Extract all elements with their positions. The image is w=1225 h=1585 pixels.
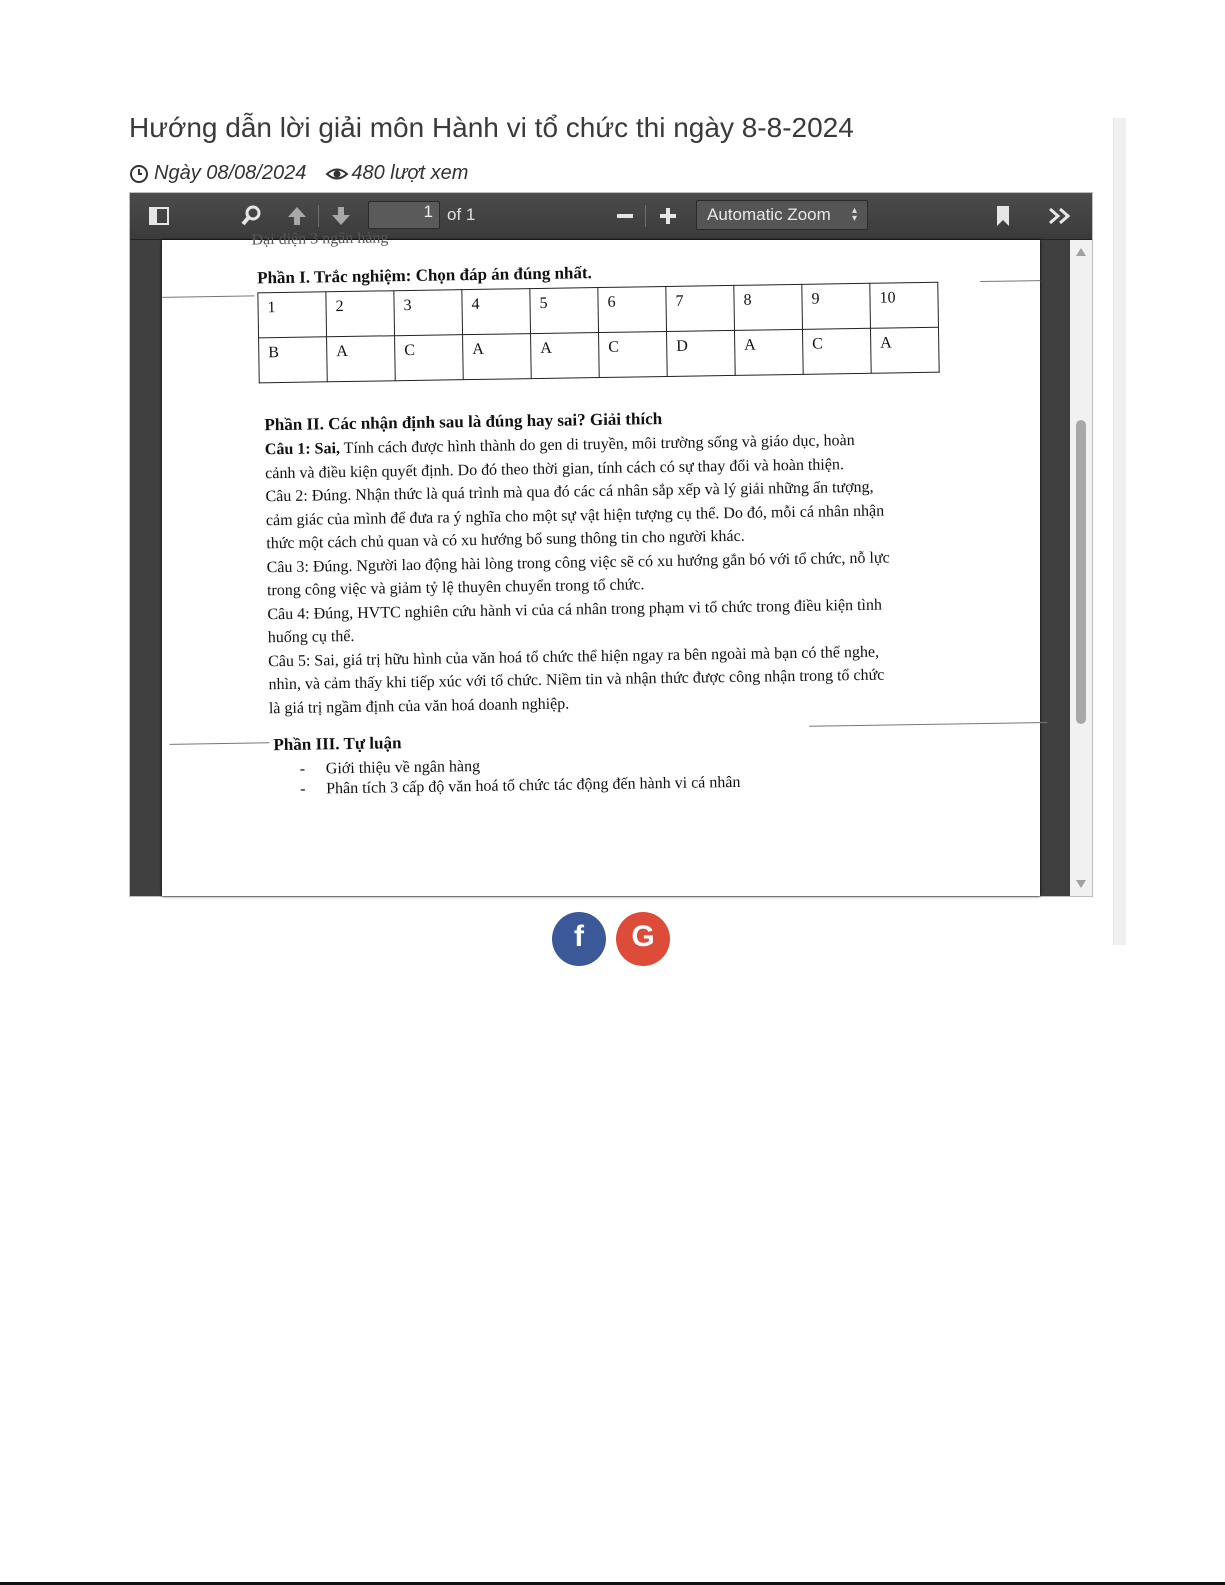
views-meta: [326, 162, 468, 185]
answer-cell: A: [327, 336, 396, 382]
plus-icon: [658, 206, 678, 226]
google-share-button[interactable]: [616, 912, 670, 966]
bookmark-icon: [995, 205, 1011, 227]
answer-cell: C: [802, 328, 871, 374]
google-icon: G: [631, 920, 655, 953]
zoom-select[interactable]: [696, 200, 868, 230]
text-line: là giá trị ngầm định của văn hoá doanh nghiệp.: [268, 695, 570, 717]
part3-heading: Phần III. Tự luận: [273, 733, 402, 755]
facebook-share-button[interactable]: [552, 912, 606, 966]
bullet-dash: -: [300, 780, 306, 798]
scroll-down-button[interactable]: [1075, 878, 1087, 890]
article-date: Ngày 08/08/2024: [154, 162, 307, 184]
double-chevron-right-icon: [1047, 206, 1073, 226]
document-scrollbar[interactable]: [1070, 240, 1092, 896]
question-cell: 1: [258, 292, 327, 338]
article-meta: [129, 162, 468, 185]
text-line: Câu 3: Đúng. Người lao động hài lòng trong công việc sẽ có xu hướng gắn bó với tổ chức, nỗ lực: [266, 548, 890, 576]
part2-body: [265, 427, 969, 720]
part1-heading: Phần I. Trắc nghiệm: Chọn đáp án đúng nhất.: [256, 263, 592, 288]
answer-cell: A: [463, 334, 532, 380]
page-total-label: of 1: [447, 205, 476, 224]
answer-row: [259, 327, 940, 383]
share-buttons: [552, 912, 672, 953]
answer-cell: B: [259, 337, 328, 383]
text-line: Câu 5: Sai, giá trị hữu hình của văn hoá tổ chức thể hiện ngay ra bên ngoài mà bạn có thể nghe,: [268, 643, 880, 670]
cut-off-text: Đại diện 3 ngân hàng: [251, 229, 389, 249]
answer-cell: C: [599, 331, 668, 377]
previous-page-button[interactable]: [282, 201, 312, 231]
sidebar-toggle-button[interactable]: [144, 201, 174, 231]
arrow-down-icon: [330, 205, 352, 227]
minus-icon: [615, 206, 635, 226]
tools-button[interactable]: [1045, 201, 1075, 231]
question-cell: 5: [530, 288, 599, 334]
answer-table: [257, 282, 939, 384]
answer-cell: D: [667, 330, 736, 376]
pdf-viewer: [129, 192, 1093, 897]
question-cell: 9: [802, 283, 871, 329]
part2-heading: Phần II. Các nhận định sau là đúng hay sai? Giải thích: [264, 409, 663, 435]
text-line: trong công việc và giảm tỷ lệ thuyên chuyển trong tổ chức.: [266, 576, 645, 600]
list-item-text: Phân tích 3 cấp độ văn hoá tổ chức tác động đến hành vi cá nhân: [326, 773, 741, 798]
document-area[interactable]: [130, 229, 1070, 896]
scan-artifact-line: [162, 295, 254, 297]
line-text: Tính cách được hình thành do gen di truyền, môi trường sống và giáo dục, hoàn: [339, 432, 855, 458]
scroll-thumb[interactable]: [1076, 420, 1086, 724]
answer-cell: A: [870, 327, 939, 373]
zoom-in-button[interactable]: [653, 201, 683, 231]
question-cell: 4: [462, 289, 531, 335]
scanned-content: [162, 228, 1050, 898]
part3-list: [300, 753, 741, 800]
scan-artifact-line: [169, 742, 269, 745]
text-line: cảm giác của mình để đưa ra ý nghĩa cho một sự vật hiện tượng cụ thể. Do đó, mỗi cá nhân nhận: [265, 502, 885, 529]
text-line: nhìn, và cảm thấy khi tiếp xúc với tổ chức. Niềm tin và nhận thức được công nhận trong tổ chức: [268, 666, 885, 694]
answer-cell: A: [735, 329, 804, 375]
toolbar-separator: [645, 205, 646, 227]
scroll-up-button[interactable]: [1075, 246, 1087, 258]
select-arrows-icon: ▴ ▾: [851, 205, 857, 224]
question-cell: 3: [394, 290, 463, 336]
page-number-input[interactable]: 1: [368, 201, 440, 229]
page-scrollbar[interactable]: [1113, 118, 1126, 945]
scan-artifact-line: [809, 722, 1047, 727]
sidebar-icon: [148, 206, 170, 226]
question-cell: 2: [326, 291, 395, 337]
eye-icon: [326, 164, 346, 184]
article-views: 480 lượt xem: [351, 162, 469, 184]
bookmark-button[interactable]: [988, 201, 1018, 231]
text-line: huống cụ thể.: [267, 627, 355, 647]
answer-cell: C: [395, 335, 464, 381]
triangle-up-icon: [1075, 247, 1087, 257]
text-line: thức một cách chủ quan và có xu hướng bổ sung thông tin cho người khác.: [266, 527, 745, 553]
zoom-out-button[interactable]: [610, 201, 640, 231]
scan-artifact-line: [980, 280, 1040, 282]
bullet-dash: -: [299, 760, 306, 778]
next-page-button[interactable]: [326, 201, 356, 231]
date-meta: [129, 162, 306, 185]
pdf-page: [162, 229, 1040, 896]
text-line: cảnh và điều kiện quyết định. Do đó theo thời gian, tính cách có sự thay đổi và hoàn thiện.: [265, 455, 845, 482]
facebook-icon: f: [574, 920, 584, 953]
triangle-down-icon: [1075, 879, 1087, 889]
answer-cell: A: [531, 333, 600, 379]
question-cell: 8: [734, 284, 803, 330]
text-line: Câu 2: Đúng. Nhận thức là quá trình mà qua đó các cá nhân sắp xếp và lý giải những ấn tượng,: [265, 478, 874, 506]
article-title: Hướng dẫn lời giải môn Hành vi tổ chức thi ngày 8-8-2024: [129, 112, 854, 143]
question-cell: 7: [666, 285, 735, 331]
question-cell: 6: [598, 286, 667, 332]
list-item-text: Giới thiệu về ngân hàng: [325, 757, 481, 778]
find-button[interactable]: [236, 201, 266, 231]
arrow-up-icon: [286, 205, 308, 227]
clock-icon: [129, 164, 149, 184]
question-cell: 10: [870, 282, 939, 328]
text-line: Câu 4: Đúng, HVTC nghiên cứu hành vi của cá nhân trong phạm vi tổ chức trong điều kiện tình: [267, 596, 883, 623]
zoom-value: Automatic Zoom: [707, 205, 831, 224]
answer-verdict: Câu 1: Sai,: [264, 440, 341, 459]
search-icon: [240, 205, 262, 227]
toolbar-separator: [318, 205, 319, 227]
